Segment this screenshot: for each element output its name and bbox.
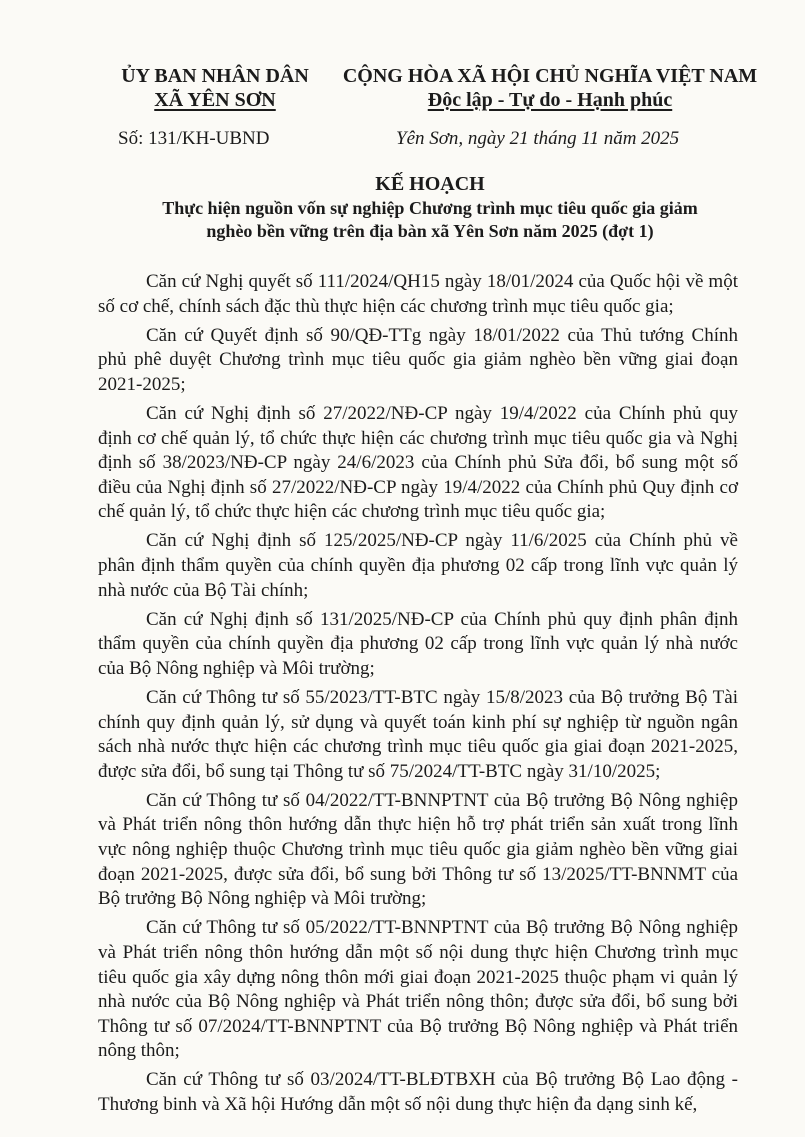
paragraph-7: Căn cứ Thông tư số 04/2022/TT-BNNPTNT của Bộ trưởng Bộ Nông nghiệp và Phát triển nông thôn hướng dẫn thực hiện hỗ trợ phát triển sản xuất trong lĩnh vực nông nghiệp thuộc Chương trình mục tiêu quốc gia giảm nghèo bền vững giai đoạn 2021-2025, được sửa đổi, bổ sung bởi Thông tư số 13/2025/TT-BNNMT của Bộ trưởng Bộ Nông nghiệp và Môi trường; [98,789,738,910]
paragraph-6: Căn cứ Thông tư số 55/2023/TT-BTC ngày 15/8/2023 của Bộ trưởng Bộ Tài chính quy định quản lý, sử dụng và quyết toán kinh phí sự nghiệp từ nguồn ngân sách nhà nước thực hiện các chương trình mục tiêu quốc gia giai đoạn 2021-2025, được sửa đổi, bổ sung tại Thông tư số 75/2024/TT-BTC ngày 31/10/2025; [98,687,738,782]
paragraph-2: Căn cứ Quyết định số 90/QĐ-TTg ngày 18/01/2022 của Thủ tướng Chính phủ phê duyệt Chương trình mục tiêu quốc gia giảm nghèo bền vững giai đoạn 2021-2025; [98,324,738,395]
paragraph-3: Căn cứ Nghị định số 27/2022/NĐ-CP ngày 19/4/2022 của Chính phủ quy định cơ chế quản lý, tổ chức thực hiện các chương trình mục tiêu quốc gia và Nghị định số 38/2023/NĐ-CP ngày 24/6/2023 của Chính phủ Sửa đổi, bổ sung một số điều của Nghị định số 27/2022/NĐ-CP ngày 19/4/2022 của Chính phủ Quy định cơ chế quản lý, tổ chức thực hiện các chương trình mục tiêu quốc gia; [98,402,738,523]
title-sub-1: Thực hiện nguồn vốn sự nghiệp Chương trình mục tiêu quốc gia giảm [162,198,698,218]
agency-line-2: XÃ YÊN SƠN [154,89,276,111]
document-date: Yên Sơn, ngày 21 tháng 11 năm 2025 [396,128,680,149]
paragraph-9: Căn cứ Thông tư số 03/2024/TT-BLĐTBXH của Bộ trưởng Bộ Lao động - Thương binh và Xã hội Hướng dẫn một số nội dung thực hiện đa dạng sinh kế, [98,1069,738,1115]
agency-line-1: ỦY BAN NHÂN DÂN [121,65,309,87]
title-sub-2: nghèo bền vững trên địa bàn xã Yên Sơn năm 2025 (đợt 1) [206,221,654,241]
document-number: Số: 131/KH-UBND [118,128,270,149]
title-main: KẾ HOẠCH [375,173,485,195]
paragraph-5: Căn cứ Nghị định số 131/2025/NĐ-CP của Chính phủ quy định phân định thẩm quyền của chính quyền địa phương 02 cấp trong lĩnh vực quản lý nhà nước của Bộ Nông nghiệp và Môi trường; [98,608,738,679]
document-body [98,270,738,1122]
paragraph-1: Căn cứ Nghị quyết số 111/2024/QH15 ngày 18/01/2024 của Quốc hội về một số cơ chế, chính sách đặc thù thực hiện các chương trình mục tiêu quốc gia; [98,271,738,317]
national-motto [340,64,760,112]
paragraph-8: Căn cứ Thông tư số 05/2022/TT-BNNPTNT của Bộ trưởng Bộ Nông nghiệp và Phát triển nông thôn hướng dẫn một số nội dung thực hiện Chương trình mục tiêu quốc gia xây dựng nông thôn mới giai đoạn 2021-2025 thuộc phạm vi quản lý nhà nước của Bộ Nông nghiệp và Phát triển nông thôn; được sửa đổi, bổ sung bởi Thông tư số 07/2024/TT-BNNPTNT của Bộ trưởng Bộ Nông nghiệp và Phát triển nông thôn; [98,917,738,1062]
issuing-agency [100,64,330,112]
motto-line: Độc lập - Tự do - Hạnh phúc [427,89,673,111]
paragraph-4: Căn cứ Nghị định số 125/2025/NĐ-CP ngày 11/6/2025 của Chính phủ về phân định thẩm quyền của chính quyền địa phương 02 cấp trong lĩnh vực quản lý nhà nước của Bộ Tài chính; [98,530,738,601]
country-name: CỘNG HÒA XÃ HỘI CHỦ NGHĨA VIỆT NAM [342,65,758,87]
document-title [100,171,760,243]
